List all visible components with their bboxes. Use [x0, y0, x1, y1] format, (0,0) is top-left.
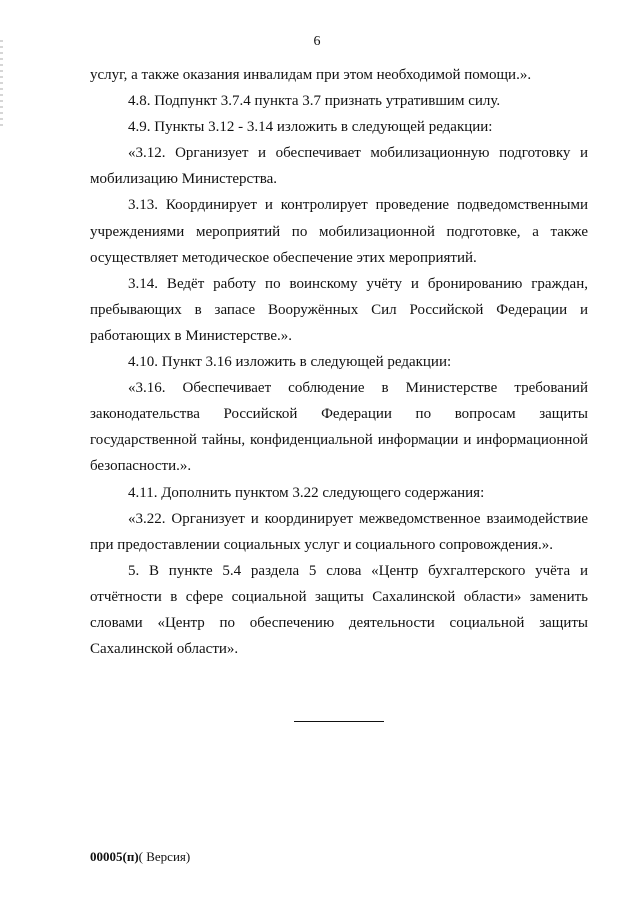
text-line: пребывающих в запасе Вооружённых Сил Российской Федерации и [90, 301, 588, 318]
text-line: Сахалинской области». [90, 641, 239, 658]
text-line: «3.22. Организует и координирует межведомственное взаимодействие [128, 510, 588, 527]
footer-code: 00005(п) [90, 849, 139, 864]
text-line: государственной тайны, конфиденциальной информации и информационной [90, 432, 588, 449]
page-number: 6 [313, 34, 321, 49]
text-line: 3.14. Ведёт работу по воинскому учёту и бронированию граждан, [128, 275, 588, 292]
text-line: 4.9. Пункты 3.12 - 3.14 изложить в следующей редакции: [128, 119, 493, 136]
end-divider [294, 721, 384, 722]
text-line: 5. В пункте 5.4 раздела 5 слова «Центр бухгалтерского учёта и [128, 562, 588, 579]
text-line: «3.12. Организует и обеспечивает мобилизационную подготовку и [128, 145, 588, 162]
text-line: при предоставлении социальных услуг и социального сопровождения.». [90, 536, 554, 553]
text-line: законодательства Российской Федерации по вопросам защиты [90, 406, 588, 423]
text-line: осуществляет методическое обеспечение этих мероприятий. [90, 249, 477, 266]
scan-edge-marks [0, 40, 3, 130]
text-line: учреждениями мероприятий по мобилизационной подготовке, а также [90, 223, 588, 240]
text-line: 4.11. Дополнить пунктом 3.22 следующего содержания: [128, 484, 485, 501]
footer-version-code [90, 849, 190, 865]
text-line: 4.10. Пункт 3.16 изложить в следующей редакции: [128, 354, 452, 371]
text-line: услуг, а также оказания инвалидам при этом необходимой помощи.». [90, 67, 532, 83]
text-line: работающих в Министерстве.». [90, 327, 293, 344]
text-line: 4.8. Подпункт 3.7.4 пункта 3.7 признать утратившим силу. [128, 93, 501, 110]
footer-version: ( Версия) [138, 849, 191, 864]
text-line: 3.13. Координирует и контролирует проведение подведомственными [128, 197, 588, 214]
text-line: безопасности.». [90, 458, 192, 475]
text-line: отчётности в сфере социальной защиты Сахалинской области» заменить [90, 588, 588, 605]
text-line: мобилизацию Министерства. [90, 171, 278, 188]
text-line: словами «Центр по обеспечению деятельности социальной защиты [90, 614, 588, 631]
document-body [90, 62, 588, 662]
text-line: «3.16. Обеспечивает соблюдение в Министерстве требований [128, 380, 588, 397]
